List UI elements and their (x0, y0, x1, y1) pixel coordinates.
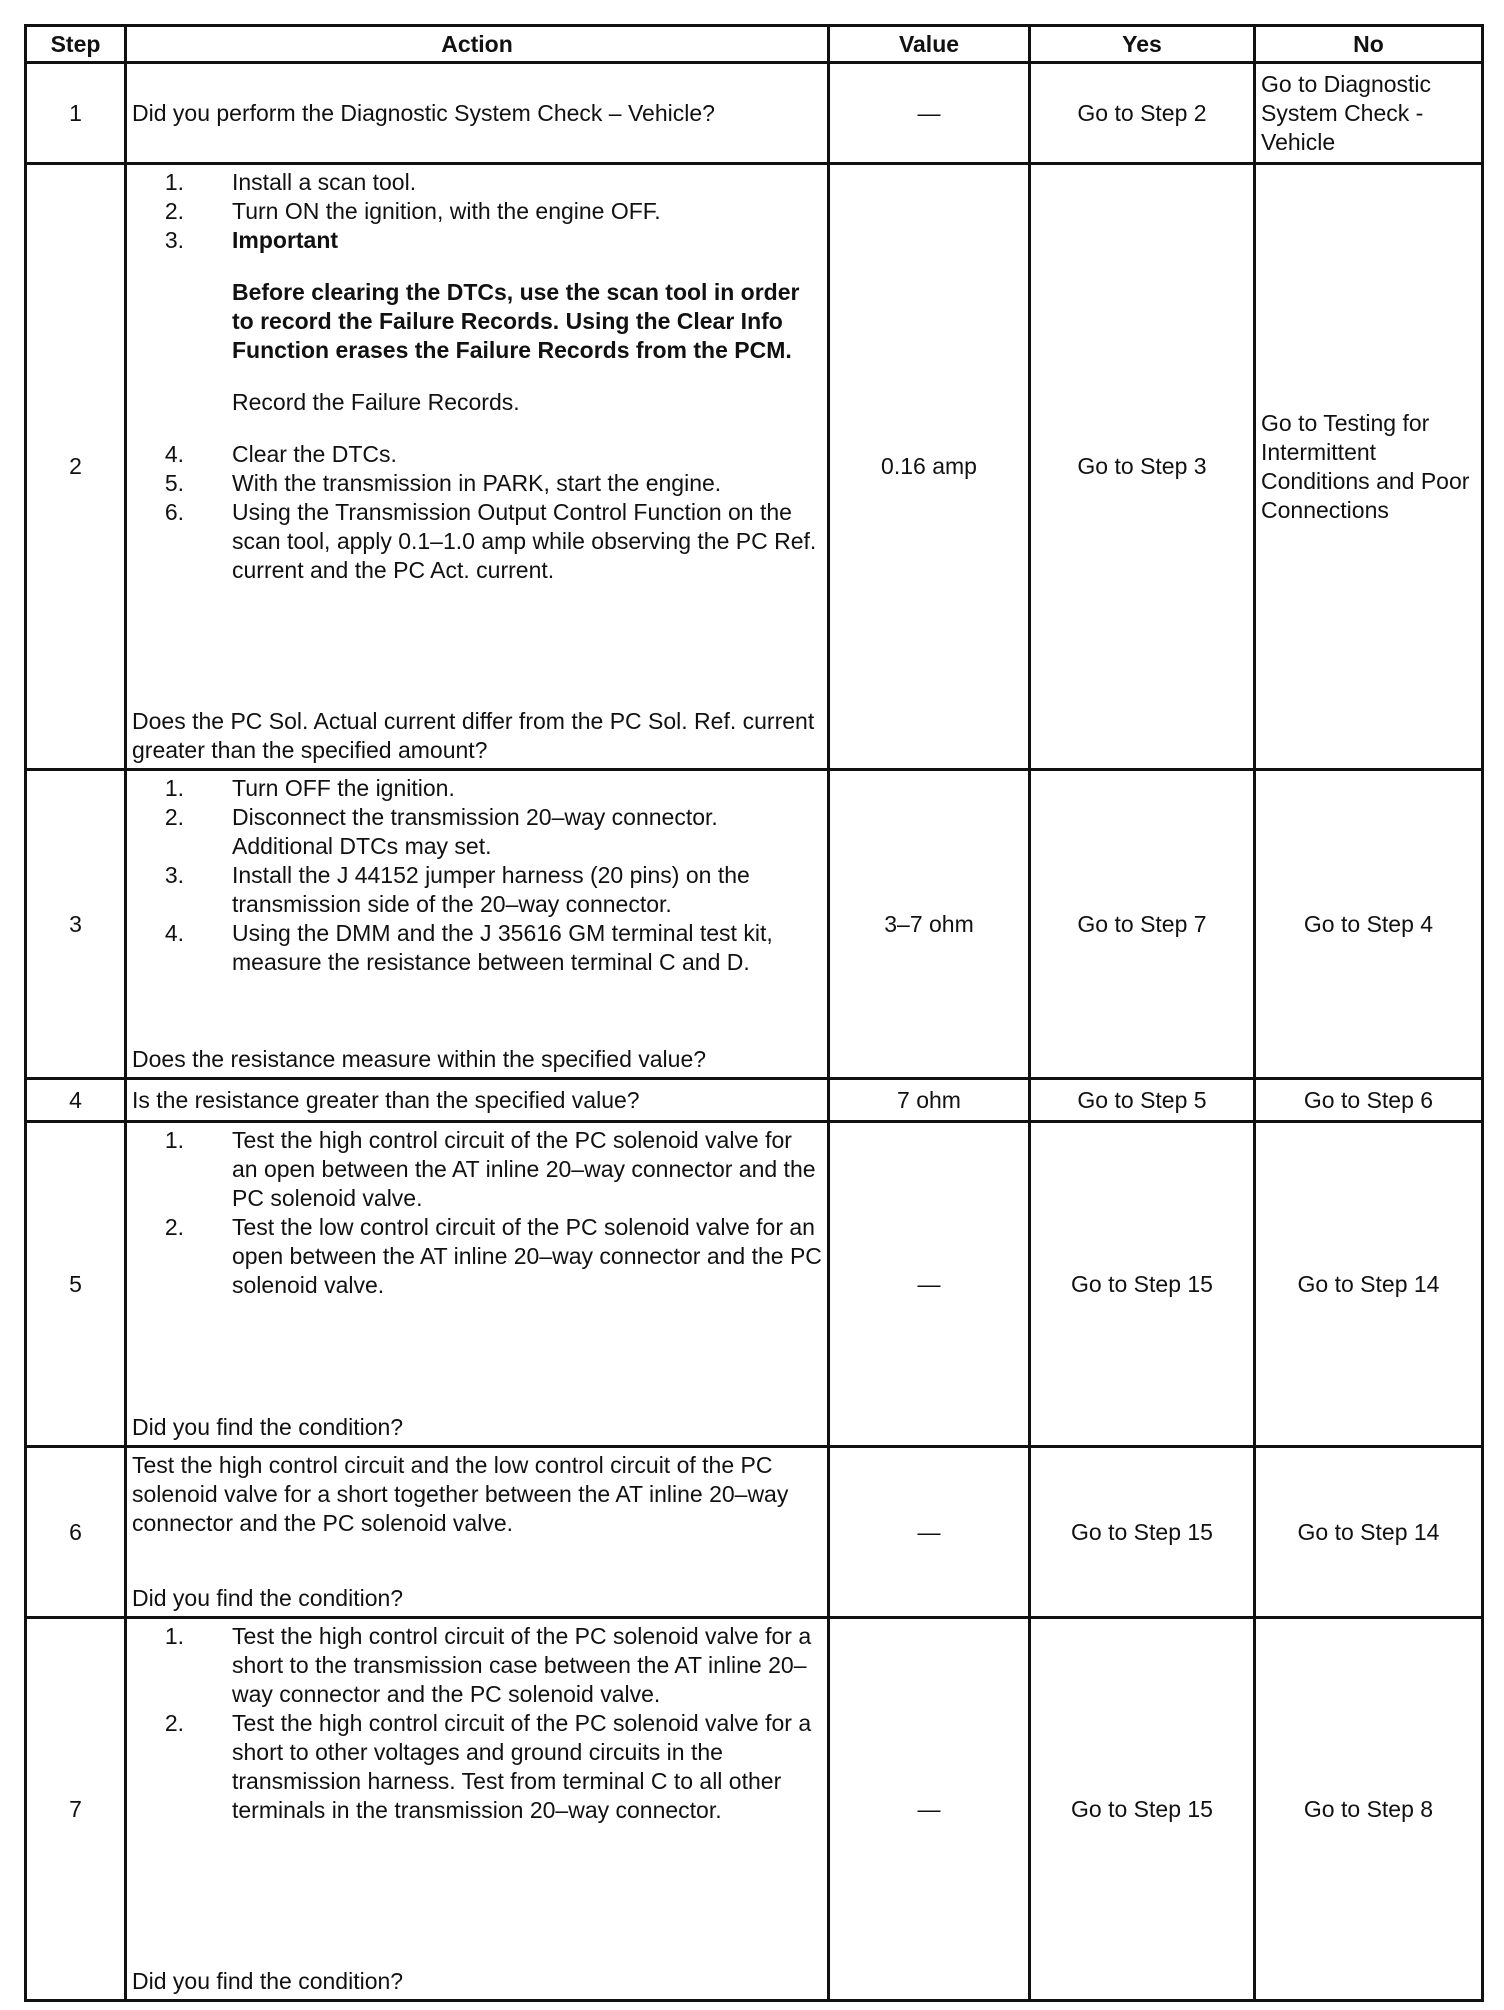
value-cell: — (829, 1447, 1030, 1618)
no-cell: Go to Step 14 (1255, 1122, 1483, 1447)
table-row-step-5 (26, 1122, 1483, 1447)
list-item: 6. Using the Transmission Output Control Function on the scan tool, apply 0.1–1.0 amp while observing the PC Ref. current and the PC Act. current. (164, 499, 817, 583)
action-cell (126, 1079, 829, 1122)
step-number: 2 (26, 164, 126, 770)
value-cell: 7 ohm (829, 1079, 1030, 1122)
header-step: Step (26, 26, 126, 63)
list-item: 1. Test the high control circuit of the PC solenoid valve for an open between the AT inline 20–way connector and the PC solenoid valve. (164, 1127, 816, 1211)
no-cell: Go to Diagnostic System Check - Vehicle (1255, 63, 1483, 164)
list-item: 2. Disconnect the transmission 20–way connector. Additional DTCs may set. (164, 804, 718, 859)
action-cell (126, 1447, 829, 1618)
table-row-step-3 (26, 770, 1483, 1079)
action-step-list (132, 1126, 822, 1300)
action-step-list (132, 774, 822, 977)
list-item: 1. Install a scan tool. (164, 169, 417, 195)
yes-cell: Go to Step 3 (1030, 164, 1255, 770)
action-step-list (132, 440, 822, 585)
list-item: 2. Test the low control circuit of the PC solenoid valve for an open between the AT inline 20–way connector and the PC solenoid valve. (164, 1214, 822, 1298)
step-number: 5 (26, 1122, 126, 1447)
table-row-step-2 (26, 164, 1483, 770)
yes-cell: Go to Step 15 (1030, 1618, 1255, 2001)
diagnostic-table-page (24, 24, 1481, 2002)
list-item: 2. Turn ON the ignition, with the engine OFF. (164, 198, 661, 224)
action-cell (126, 63, 829, 164)
action-question: Is the resistance greater than the specified value? (132, 1086, 640, 1113)
list-item: 1. Turn OFF the ignition. (164, 775, 455, 801)
important-heading: Important (232, 227, 339, 253)
action-cell (126, 164, 829, 770)
no-cell: Go to Step 4 (1255, 770, 1483, 1079)
action-question: Did you perform the Diagnostic System Check – Vehicle? (132, 99, 715, 126)
value-cell: — (829, 1122, 1030, 1447)
action-question: Did you find the condition? (132, 1414, 404, 1440)
list-item: 4. Using the DMM and the J 35616 GM terminal test kit, measure the resistance between terminal C and D. (164, 920, 773, 975)
yes-cell: Go to Step 5 (1030, 1079, 1255, 1122)
list-item: 1. Test the high control circuit of the PC solenoid valve for a short to the transmission case between the AT inline 20–way connector and the PC solenoid valve. (164, 1623, 812, 1707)
step-number: 6 (26, 1447, 126, 1618)
yes-cell: Go to Step 15 (1030, 1447, 1255, 1618)
header-action: Action (126, 26, 829, 63)
no-cell: Go to Step 6 (1255, 1079, 1483, 1122)
header-yes: Yes (1030, 26, 1255, 63)
yes-cell: Go to Step 2 (1030, 63, 1255, 164)
step-number: 7 (26, 1618, 126, 2001)
no-cell: Go to Testing for Intermittent Conditions and Poor Connections (1255, 164, 1483, 770)
action-cell (126, 770, 829, 1079)
action-question: Did you find the condition? (132, 1968, 404, 1994)
header-no: No (1255, 26, 1483, 63)
list-item: 3. Important (132, 226, 822, 255)
value-cell: 0.16 amp (829, 164, 1030, 770)
step-number: 4 (26, 1079, 126, 1122)
record-instruction: Record the Failure Records. (232, 389, 520, 415)
action-cell (126, 1122, 829, 1447)
table-row-step-4 (26, 1079, 1483, 1122)
table-row-step-7 (26, 1618, 1483, 2001)
no-cell: Go to Step 14 (1255, 1447, 1483, 1618)
yes-cell: Go to Step 7 (1030, 770, 1255, 1079)
yes-cell: Go to Step 15 (1030, 1122, 1255, 1447)
value-cell: 3–7 ohm (829, 770, 1030, 1079)
table-row-step-1 (26, 63, 1483, 164)
list-item: 5. With the transmission in PARK, start the engine. (164, 470, 722, 496)
action-question: Did you find the condition? (132, 1585, 404, 1611)
diagnostic-table (24, 24, 1484, 2002)
action-cell (126, 1618, 829, 2001)
action-step-list (132, 1622, 822, 1825)
step-number: 3 (26, 770, 126, 1079)
list-item: 3. Install the J 44152 jumper harness (20 pins) on the transmission side of the 20–way connector. (164, 862, 750, 917)
action-text: Test the high control circuit and the low control circuit of the PC solenoid valve for a short together between the AT inline 20–way connector and the PC solenoid valve. (132, 1452, 789, 1536)
list-item: 4. Clear the DTCs. (164, 441, 397, 467)
table-row-step-6 (26, 1447, 1483, 1618)
action-question: Does the resistance measure within the specified value? (132, 1046, 707, 1072)
important-note: Before clearing the DTCs, use the scan tool in order to record the Failure Records. Using the Clear Info Function erases the Failure Records from the PCM. (232, 279, 800, 363)
list-item: 2. Test the high control circuit of the PC solenoid valve for a short to other voltages and ground circuits in the transmission harness. Test from terminal C to all other terminals in the transmission 20–way connector. (164, 1710, 812, 1823)
no-cell: Go to Step 8 (1255, 1618, 1483, 2001)
value-cell: — (829, 63, 1030, 164)
header-row (26, 26, 1483, 63)
action-question: Does the PC Sol. Actual current differ from the PC Sol. Ref. current greater than the specified amount? (132, 708, 815, 763)
step-number: 1 (26, 63, 126, 164)
header-value: Value (829, 26, 1030, 63)
action-step-list (132, 168, 822, 255)
value-cell: — (829, 1618, 1030, 2001)
